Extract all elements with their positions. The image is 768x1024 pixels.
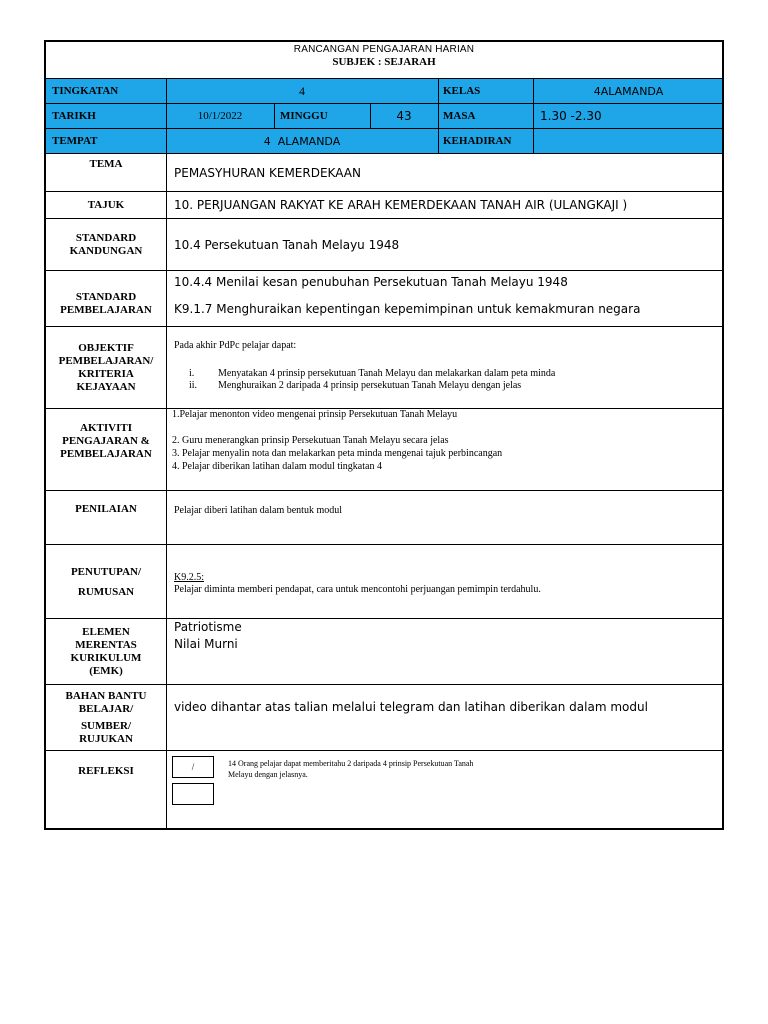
tarikh-value: 10/1/2022 [197, 110, 243, 122]
tempat-label: TEMPAT [52, 135, 98, 147]
objektif-intro: Pada akhir PdPc pelajar dapat: [174, 340, 297, 351]
standard-pembelajaran-value-2: K9.1.7 Menghuraikan kepentingan kepemimpinan untuk kemakmuran negara [174, 302, 641, 316]
penutupan-code: K9.2.5: [174, 572, 204, 583]
objektif-item-2: Menghuraikan 2 daripada 4 prinsip persekutuan Tanah Melayu dengan jelas [218, 380, 522, 391]
tingkatan-label: TINGKATAN [52, 85, 119, 97]
refleksi-value: 14 Orang pelajar dapat memberitahu 2 daripada 4 prinsip Persekutuan Tanah Melayu dengan jelasnya. [228, 759, 474, 779]
bahan-value: video dihantar atas talian melalui telegram dan latihan diberikan dalam modul [174, 700, 648, 714]
objektif-item-2-num: ii. [189, 380, 198, 391]
objektif-item-1-num: i. [189, 368, 195, 379]
penutupan-label: PENUTUPAN/ RUMUSAN [70, 565, 142, 598]
tema-label: TEMA [89, 158, 123, 170]
tajuk-value: 10. PERJUANGAN RAKYAT KE ARAH KEMERDEKAAN TANAH AIR (ULANGKAJI ) [174, 198, 628, 212]
masa-value: 1.30 -2.30 [540, 109, 602, 123]
standard-pembelajaran-value-1: 10.4.4 Menilai kesan penubuhan Persekutuan Tanah Melayu 1948 [174, 275, 568, 289]
penilaian-label: PENILAIAN [75, 503, 137, 515]
emk-value-1: Patriotisme [174, 620, 242, 634]
minggu-label: MINGGU [280, 110, 328, 122]
aktiviti-step-1: 1.Pelajar menonton video mengenai prinsip Persekutuan Tanah Melayu [172, 409, 458, 420]
tarikh-label: TARIKH [52, 110, 96, 122]
standard-kandungan-value: 10.4 Persekutuan Tanah Melayu 1948 [174, 238, 400, 252]
kehadiran-value [533, 129, 724, 153]
document-title: RANCANGAN PENGAJARAN HARIAN [293, 44, 475, 55]
lesson-plan-sheet [44, 40, 724, 830]
tema-value: PEMASYHURAN KEMERDEKAAN [174, 166, 361, 180]
tajuk-label: TAJUK [87, 198, 125, 211]
aktiviti-step-3: 3. Pelajar menyalin nota dan melakarkan peta minda mengenai tajuk perbincangan [172, 448, 503, 459]
aktiviti-label: AKTIVITI PENGAJARAN & PEMBELAJARAN [60, 422, 152, 460]
kelas-value: 4ALAMANDA [593, 84, 664, 98]
kelas-label: KELAS [443, 85, 481, 97]
minggu-value: 43 [396, 109, 412, 123]
bahan-label: BAHAN BANTU BELAJAR/ SUMBER/ RUJUKAN [65, 689, 147, 745]
standard-kandungan-label: STANDARD KANDUNGAN [69, 231, 143, 257]
refleksi-box-1: / [172, 756, 214, 778]
refleksi-box-2 [172, 783, 214, 805]
penilaian-value: Pelajar diberi latihan dalam bentuk modul [174, 505, 343, 516]
subject-title: SUBJEK : SEJARAH [332, 56, 436, 68]
emk-value-2: Nilai Murni [174, 637, 238, 651]
refleksi-label: REFLEKSI [78, 765, 134, 777]
aktiviti-step-2: 2. Guru menerangkan prinsip Persekutuan Tanah Melayu secara jelas [172, 435, 449, 446]
objektif-item-1: Menyatakan 4 prinsip persekutuan Tanah Melayu dan melakarkan dalam peta minda [218, 368, 556, 379]
standard-pembelajaran-label: STANDARD PEMBELAJARAN [60, 290, 152, 316]
tempat-value: 4 ALAMANDA [263, 134, 341, 148]
penutupan-value: Pelajar diminta memberi pendapat, cara untuk mencontohi perjuangan pemimpin terdahulu. [174, 584, 541, 595]
masa-label: MASA [443, 110, 476, 122]
objektif-label: OBJEKTIF PEMBELAJARAN/ KRITERIA KEJAYAAN [58, 342, 154, 393]
emk-label: ELEMEN MERENTAS KURIKULUM (EMK) [70, 625, 142, 677]
kehadiran-label: KEHADIRAN [443, 135, 512, 147]
aktiviti-step-4: 4. Pelajar diberikan latihan dalam modul tingkatan 4 [172, 461, 382, 472]
tingkatan-value: 4 [299, 83, 305, 98]
